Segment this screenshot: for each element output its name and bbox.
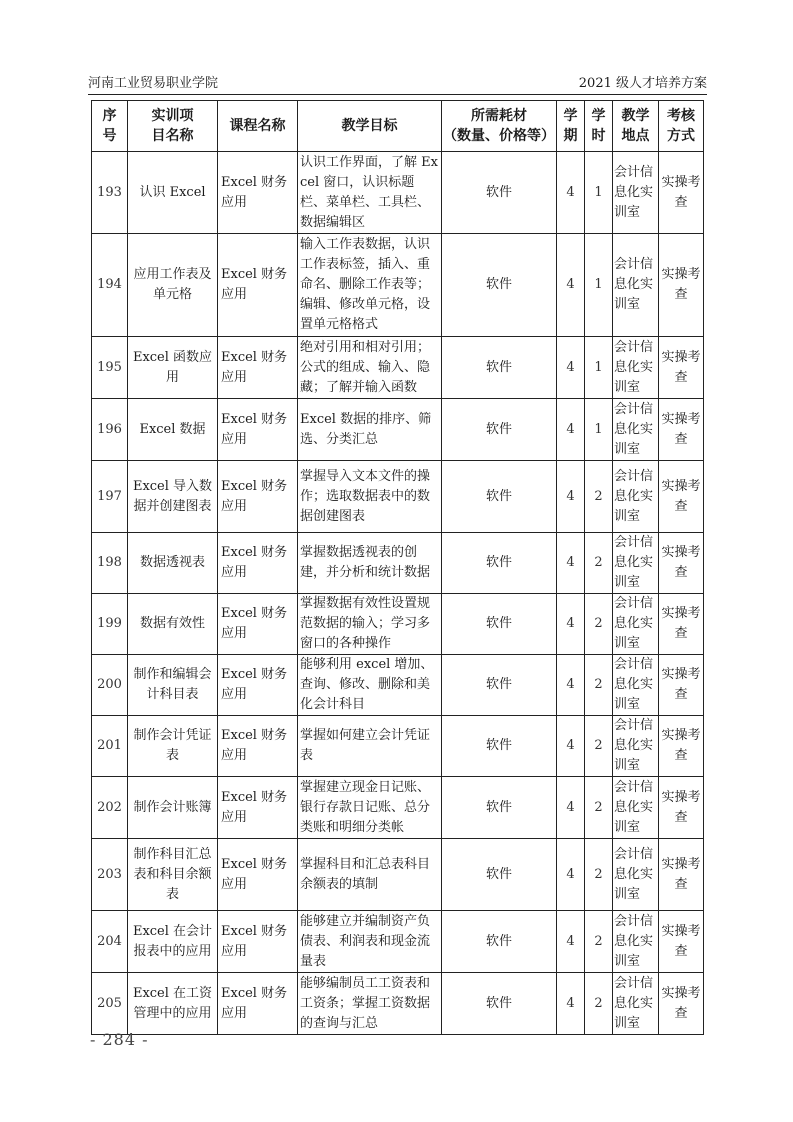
table-body — [92, 152, 704, 1035]
cell-materials: 软件 — [442, 716, 557, 777]
table-row — [92, 839, 704, 911]
cell-project-name: Excel 数据 — [128, 399, 218, 461]
col-header-materials: 所需耗材 （数量、价格等） — [442, 101, 557, 152]
cell-teaching-goal: 掌握建立现金日记账、银行存款日记账、总分类账和明细分类帐 — [298, 777, 442, 839]
cell-term: 4 — [557, 911, 585, 973]
cell-course-name: Excel 财务应用 — [218, 777, 298, 839]
cell-teaching-goal: 认识工作界面，了解 Excel 窗口，认识标题栏、菜单栏、工具栏、数据编辑区 — [298, 152, 442, 234]
cell-course-name: Excel 财务应用 — [218, 839, 298, 911]
cell-assessment: 实操考查 — [659, 234, 704, 337]
cell-assessment: 实操考查 — [659, 337, 704, 399]
table-row — [92, 337, 704, 399]
cell-project-name: Excel 在工资管理中的应用 — [128, 973, 218, 1035]
cell-materials: 软件 — [442, 839, 557, 911]
cell-assessment: 实操考查 — [659, 399, 704, 461]
cell-row-index: 205 — [92, 973, 128, 1035]
cell-assessment: 实操考查 — [659, 716, 704, 777]
table-row — [92, 594, 704, 655]
cell-project-name: 制作和编辑会计科目表 — [128, 655, 218, 716]
cell-term: 4 — [557, 234, 585, 337]
cell-project-name: 制作会计账簿 — [128, 777, 218, 839]
table-row — [92, 461, 704, 533]
cell-location: 会计信息化实训室 — [613, 911, 659, 973]
cell-course-name: Excel 财务应用 — [218, 594, 298, 655]
header-document-title: 2021 级人才培养方案 — [578, 76, 707, 91]
cell-location: 会计信息化实训室 — [613, 399, 659, 461]
col-header-goal: 教学目标 — [298, 101, 442, 152]
cell-materials: 软件 — [442, 461, 557, 533]
cell-location: 会计信息化实训室 — [613, 594, 659, 655]
cell-location: 会计信息化实训室 — [613, 777, 659, 839]
cell-teaching-goal: 掌握数据有效性设置规范数据的输入；学习多窗口的各种操作 — [298, 594, 442, 655]
cell-term: 4 — [557, 777, 585, 839]
cell-course-name: Excel 财务应用 — [218, 911, 298, 973]
cell-hours: 2 — [585, 716, 613, 777]
cell-teaching-goal: 能够利用 excel 增加、查询、修改、删除和美化会计科目 — [298, 655, 442, 716]
cell-term: 4 — [557, 973, 585, 1035]
cell-hours: 2 — [585, 461, 613, 533]
cell-hours: 2 — [585, 777, 613, 839]
cell-project-name: 数据透视表 — [128, 533, 218, 594]
cell-location: 会计信息化实训室 — [613, 461, 659, 533]
cell-assessment: 实操考查 — [659, 461, 704, 533]
cell-project-name: 应用工作表及单元格 — [128, 234, 218, 337]
cell-row-index: 203 — [92, 839, 128, 911]
cell-project-name: Excel 导入数据并创建图表 — [128, 461, 218, 533]
cell-course-name: Excel 财务应用 — [218, 399, 298, 461]
col-header-assessment: 考核 方式 — [659, 101, 704, 152]
cell-assessment: 实操考查 — [659, 533, 704, 594]
cell-teaching-goal: 掌握数据透视表的创建，并分析和统计数据 — [298, 533, 442, 594]
page-number: - 284 - — [90, 1030, 149, 1049]
cell-row-index: 196 — [92, 399, 128, 461]
cell-location: 会计信息化实训室 — [613, 152, 659, 234]
table-row — [92, 911, 704, 973]
cell-teaching-goal: 能够编制员工工资表和工资条；掌握工资数据的查询与汇总 — [298, 973, 442, 1035]
table-row — [92, 973, 704, 1035]
cell-row-index: 194 — [92, 234, 128, 337]
header-institution: 河南工业贸易职业学院 — [88, 76, 219, 91]
cell-location: 会计信息化实训室 — [613, 655, 659, 716]
cell-term: 4 — [557, 655, 585, 716]
table-header-row — [92, 101, 704, 152]
cell-materials: 软件 — [442, 152, 557, 234]
cell-materials: 软件 — [442, 777, 557, 839]
cell-row-index: 204 — [92, 911, 128, 973]
cell-course-name: Excel 财务应用 — [218, 234, 298, 337]
cell-hours: 2 — [585, 655, 613, 716]
cell-hours: 2 — [585, 911, 613, 973]
col-header-hours: 学 时 — [585, 101, 613, 152]
cell-hours: 1 — [585, 234, 613, 337]
cell-term: 4 — [557, 461, 585, 533]
cell-teaching-goal: 能够建立并编制资产负债表、利润表和现金流量表 — [298, 911, 442, 973]
cell-location: 会计信息化实训室 — [613, 533, 659, 594]
table-row — [92, 655, 704, 716]
cell-term: 4 — [557, 399, 585, 461]
cell-teaching-goal: 掌握如何建立会计凭证表 — [298, 716, 442, 777]
cell-row-index: 200 — [92, 655, 128, 716]
cell-row-index: 195 — [92, 337, 128, 399]
cell-course-name: Excel 财务应用 — [218, 716, 298, 777]
cell-term: 4 — [557, 337, 585, 399]
cell-teaching-goal: 掌握科目和汇总表科目余额表的填制 — [298, 839, 442, 911]
cell-teaching-goal: Excel 数据的排序、筛选、分类汇总 — [298, 399, 442, 461]
cell-project-name: Excel 函数应用 — [128, 337, 218, 399]
table-row — [92, 716, 704, 777]
col-header-project-name: 实训项 目名称 — [128, 101, 218, 152]
cell-materials: 软件 — [442, 594, 557, 655]
table-row — [92, 777, 704, 839]
page-header — [88, 72, 707, 95]
table-row — [92, 399, 704, 461]
cell-assessment: 实操考查 — [659, 152, 704, 234]
cell-course-name: Excel 财务应用 — [218, 655, 298, 716]
cell-row-index: 201 — [92, 716, 128, 777]
cell-project-name: 数据有效性 — [128, 594, 218, 655]
col-header-index: 序 号 — [92, 101, 128, 152]
cell-materials: 软件 — [442, 399, 557, 461]
cell-teaching-goal: 绝对引用和相对引用；公式的组成、输入、隐藏；了解并输入函数 — [298, 337, 442, 399]
cell-term: 4 — [557, 152, 585, 234]
cell-row-index: 202 — [92, 777, 128, 839]
table-row — [92, 234, 704, 337]
col-header-term: 学 期 — [557, 101, 585, 152]
cell-assessment: 实操考查 — [659, 839, 704, 911]
cell-course-name: Excel 财务应用 — [218, 461, 298, 533]
cell-term: 4 — [557, 533, 585, 594]
cell-materials: 软件 — [442, 234, 557, 337]
cell-assessment: 实操考查 — [659, 655, 704, 716]
cell-location: 会计信息化实训室 — [613, 337, 659, 399]
cell-assessment: 实操考查 — [659, 594, 704, 655]
col-header-course: 课程名称 — [218, 101, 298, 152]
cell-course-name: Excel 财务应用 — [218, 152, 298, 234]
cell-assessment: 实操考查 — [659, 911, 704, 973]
cell-hours: 2 — [585, 533, 613, 594]
cell-hours: 2 — [585, 594, 613, 655]
cell-hours: 2 — [585, 973, 613, 1035]
cell-materials: 软件 — [442, 911, 557, 973]
cell-assessment: 实操考查 — [659, 973, 704, 1035]
cell-project-name: 制作科目汇总表和科目余额表 — [128, 839, 218, 911]
cell-project-name: 认识 Excel — [128, 152, 218, 234]
cell-hours: 1 — [585, 337, 613, 399]
cell-location: 会计信息化实训室 — [613, 234, 659, 337]
cell-materials: 软件 — [442, 973, 557, 1035]
cell-materials: 软件 — [442, 533, 557, 594]
cell-project-name: 制作会计凭证表 — [128, 716, 218, 777]
cell-assessment: 实操考查 — [659, 777, 704, 839]
cell-term: 4 — [557, 594, 585, 655]
cell-course-name: Excel 财务应用 — [218, 533, 298, 594]
cell-teaching-goal: 掌握导入文本文件的操作；选取数据表中的数据创建图表 — [298, 461, 442, 533]
cell-project-name: Excel 在会计报表中的应用 — [128, 911, 218, 973]
cell-row-index: 199 — [92, 594, 128, 655]
cell-location: 会计信息化实训室 — [613, 839, 659, 911]
table-row — [92, 152, 704, 234]
cell-teaching-goal: 输入工作表数据，认识工作表标签，插入、重命名、删除工作表等；编辑、修改单元格，设置单元格格式 — [298, 234, 442, 337]
cell-materials: 软件 — [442, 655, 557, 716]
cell-location: 会计信息化实训室 — [613, 716, 659, 777]
col-header-location: 教学 地点 — [613, 101, 659, 152]
cell-hours: 2 — [585, 839, 613, 911]
cell-materials: 软件 — [442, 337, 557, 399]
cell-location: 会计信息化实训室 — [613, 973, 659, 1035]
cell-term: 4 — [557, 716, 585, 777]
cell-term: 4 — [557, 839, 585, 911]
cell-hours: 1 — [585, 152, 613, 234]
cell-hours: 1 — [585, 399, 613, 461]
cell-row-index: 193 — [92, 152, 128, 234]
cell-row-index: 198 — [92, 533, 128, 594]
cell-row-index: 197 — [92, 461, 128, 533]
cell-course-name: Excel 财务应用 — [218, 337, 298, 399]
training-projects-table — [91, 100, 704, 1035]
cell-course-name: Excel 财务应用 — [218, 973, 298, 1035]
table-row — [92, 533, 704, 594]
